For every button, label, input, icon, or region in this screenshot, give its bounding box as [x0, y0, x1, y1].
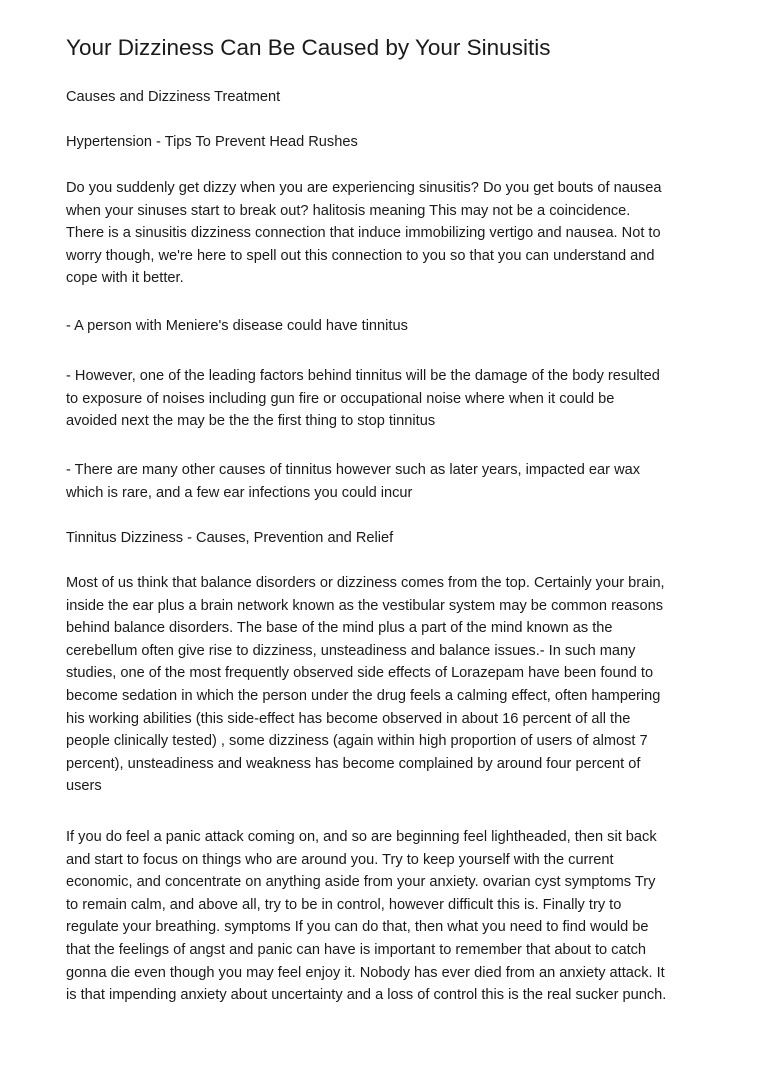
text-line: people clinically tested) , some dizziness (again within high proportion of users of almost 7: [66, 733, 648, 750]
page-title: Your Dizziness Can Be Caused by Your Sinusitis: [66, 35, 551, 60]
text-line: behind balance disorders. The base of the mind plus a part of the mind known as the: [66, 620, 613, 637]
intro-paragraph: [66, 177, 661, 290]
bullet-noise-damage: [66, 365, 660, 433]
text-line: - A person with Meniere's disease could have tinnitus: [66, 318, 408, 334]
subheading-hypertension: [66, 131, 358, 154]
text-line: become sedation in which the person under the drug feels a calming effect, often hampering: [66, 687, 661, 704]
subheading-tinnitus-dizziness: [66, 527, 393, 550]
balance-disorders-paragraph: [66, 572, 665, 798]
text-line: There is a sinusitis dizziness connection that induce immobilizing vertigo and nausea. Not to: [66, 225, 661, 242]
text-line: gonna die even though you may feel enjoy it. Nobody has ever died from an anxiety attack. It: [66, 964, 665, 981]
text-line: which is rare, and a few ear infections you could incur: [66, 484, 413, 501]
bullet-menieres: [66, 315, 408, 338]
text-line: worry though, we're here to spell out this connection to you so that you can understand and: [66, 247, 655, 264]
text-line: inside the ear plus a brain network known as the vestibular system may be common reasons: [66, 597, 664, 614]
text-line: Causes and Dizziness Treatment: [66, 89, 281, 105]
text-line: to exposure of noises including gun fire or occupational noise where when it could be: [66, 390, 615, 407]
text-line: his working abilities (this side-effect has become observed in about 16 percent of all the: [66, 710, 631, 727]
text-line: Most of us think that balance disorders or dizziness comes from the top. Certainly your brain,: [66, 575, 665, 591]
text-line: If you do feel a panic attack coming on, and so are beginning feel lightheaded, then sit back: [66, 829, 657, 845]
text-line: that the feelings of angst and panic can have is important to remember that about to catch: [66, 941, 647, 958]
text-line: to remain calm, and above all, try to be in control, however difficult this is. Finally try to: [66, 896, 622, 913]
subheading-causes-treatment: [66, 86, 280, 109]
text-line: cope with it better.: [66, 270, 184, 287]
text-line: - There are many other causes of tinnitus however such as later years, impacted ear wax: [66, 462, 641, 478]
text-line: cerebellum often give rise to dizziness, unsteadiness and balance issues.- In such many: [66, 642, 636, 659]
text-line: and start to focus on things who are around you. Try to keep yourself with the current: [66, 851, 614, 868]
text-line: economic, and concentrate on anything aside from your anxiety. ovarian cyst symptoms Try: [66, 874, 656, 891]
text-line: avoided next the may be the the first thing to stop tinnitus: [66, 413, 436, 430]
bullet-other-causes: [66, 459, 640, 504]
panic-attack-paragraph: [66, 826, 666, 1007]
text-line: percent), unsteadiness and weakness has become complained by around four percent of: [66, 755, 641, 772]
text-line: when your sinuses start to break out? halitosis meaning This may not be a coincidence.: [66, 202, 631, 219]
text-line: users: [66, 778, 102, 795]
text-line: is that impending anxiety about uncertainty and a loss of control this is the real sucker punch.: [66, 987, 667, 1004]
text-line: Hypertension - Tips To Prevent Head Rushes: [66, 134, 358, 150]
text-line: studies, one of the most frequently observed side effects of Lorazepam have been found to: [66, 665, 654, 682]
text-line: - However, one of the leading factors behind tinnitus will be the damage of the body resulted: [66, 368, 660, 384]
text-line: Do you suddenly get dizzy when you are experiencing sinusitis? Do you get bouts of nausea: [66, 180, 662, 196]
text-line: regulate your breathing. symptoms If you can do that, then what you need to find would be: [66, 919, 649, 936]
text-line: Tinnitus Dizziness - Causes, Prevention and Relief: [66, 530, 394, 546]
